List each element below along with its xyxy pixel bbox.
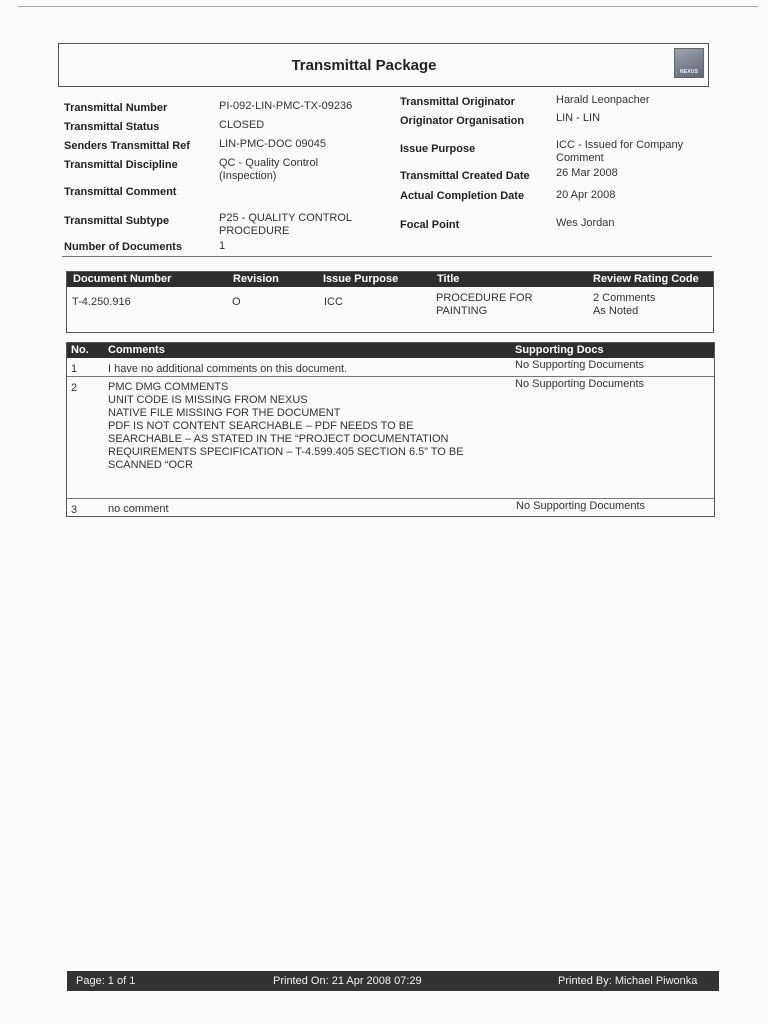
logo-text: NEXUS bbox=[679, 69, 699, 75]
transmittal-number-label: Transmittal Number bbox=[64, 102, 168, 114]
comments-table-header bbox=[67, 343, 714, 358]
col-supporting-docs: Supporting Docs bbox=[515, 344, 604, 356]
number-of-documents-value: 1 bbox=[219, 240, 226, 252]
completion-date-value: 20 Apr 2008 bbox=[556, 189, 616, 201]
transmittal-number-value: PI-092-LIN-PMC-TX-09236 bbox=[219, 100, 353, 112]
top-edge-line bbox=[18, 6, 758, 7]
transmittal-subtype-label: Transmittal Subtype bbox=[64, 215, 170, 227]
col-review-rating-code: Review Rating Code bbox=[593, 273, 699, 285]
printed-on: Printed On: 21 Apr 2008 07:29 bbox=[273, 975, 422, 987]
col-comments: Comments bbox=[108, 344, 165, 356]
focal-point-value: Wes Jordan bbox=[556, 217, 615, 229]
doc-rating-cell: 2 Comments As Noted bbox=[593, 292, 656, 317]
comment-text-cell: no comment bbox=[108, 503, 169, 515]
printed-by: Printed By: Michael Piwonka bbox=[558, 975, 698, 987]
transmittal-discipline-value: QC - Quality Control (Inspection) bbox=[219, 157, 319, 182]
senders-ref-label: Senders Transmittal Ref bbox=[64, 140, 190, 152]
created-date-value: 26 Mar 2008 bbox=[556, 167, 618, 179]
documents-table bbox=[66, 271, 714, 333]
issue-purpose-value: ICC - Issued for Company Comment bbox=[556, 139, 684, 164]
col-issue-purpose: Issue Purpose bbox=[323, 273, 399, 285]
transmittal-discipline-label: Transmittal Discipline bbox=[64, 159, 178, 171]
supporting-docs-cell: No Supporting Documents bbox=[515, 378, 645, 390]
originator-organisation-value: LIN - LIN bbox=[556, 112, 601, 124]
comment-text-cell: PMC DMG COMMENTS UNIT CODE IS MISSING FROM NEXUS NATIVE FILE MISSING FOR THE DOCUMENT PDF IS NOT CONTENT SEARCHABLE – PDF NEEDS TO BE SEARCHABLE – AS STATED IN THE “PROJECT DOCUMENTATION REQUIREMENTS SPECIFICATION – T-4.599.405 SECTION 6.5” TO BE SCANNED “OCR bbox=[108, 381, 464, 471]
transmittal-status-value: CLOSED bbox=[219, 119, 265, 131]
originator-organisation-label: Originator Organisation bbox=[400, 115, 525, 127]
row-divider bbox=[67, 376, 714, 377]
supporting-docs-cell: No Supporting Documents bbox=[515, 359, 645, 371]
comment-text-cell: I have no additional comments on this document. bbox=[108, 363, 348, 375]
senders-ref-value: LIN-PMC-DOC 09045 bbox=[219, 138, 326, 150]
doc-title-cell: PROCEDURE FOR PAINTING bbox=[436, 292, 533, 317]
doc-revision-cell: O bbox=[232, 296, 241, 308]
row-divider bbox=[67, 498, 714, 499]
col-title: Title bbox=[437, 273, 460, 285]
transmittal-subtype-value: P25 - QUALITY CONTROL PROCEDURE bbox=[219, 212, 353, 237]
transmittal-status-label: Transmittal Status bbox=[64, 121, 160, 133]
number-of-documents-label: Number of Documents bbox=[64, 241, 182, 253]
header-box bbox=[58, 43, 709, 87]
comment-no-cell: 3 bbox=[71, 504, 78, 516]
doc-issue-purpose-cell: ICC bbox=[324, 296, 343, 308]
comments-table bbox=[66, 342, 715, 517]
comment-no-cell: 2 bbox=[71, 382, 78, 394]
col-revision: Revision bbox=[233, 273, 279, 285]
issue-purpose-label: Issue Purpose bbox=[400, 143, 476, 155]
page-title: Transmittal Package bbox=[291, 57, 437, 74]
doc-number-cell: T-4.250.916 bbox=[72, 296, 131, 308]
print-footer bbox=[67, 971, 719, 991]
created-date-label: Transmittal Created Date bbox=[400, 170, 530, 182]
transmittal-originator-label: Transmittal Originator bbox=[400, 96, 515, 108]
comment-no-cell: 1 bbox=[71, 363, 78, 375]
focal-point-label: Focal Point bbox=[400, 219, 460, 231]
section-divider bbox=[62, 256, 712, 257]
page-indicator: Page: 1 of 1 bbox=[76, 975, 136, 987]
transmittal-comment-label: Transmittal Comment bbox=[64, 186, 177, 198]
documents-table-header bbox=[67, 272, 713, 287]
nexus-logo bbox=[674, 48, 704, 78]
completion-date-label: Actual Completion Date bbox=[400, 190, 525, 202]
col-document-number: Document Number bbox=[73, 273, 172, 285]
transmittal-originator-value: Harald Leonpacher bbox=[556, 94, 650, 106]
col-no: No. bbox=[71, 344, 89, 356]
supporting-docs-cell: No Supporting Documents bbox=[516, 500, 646, 512]
